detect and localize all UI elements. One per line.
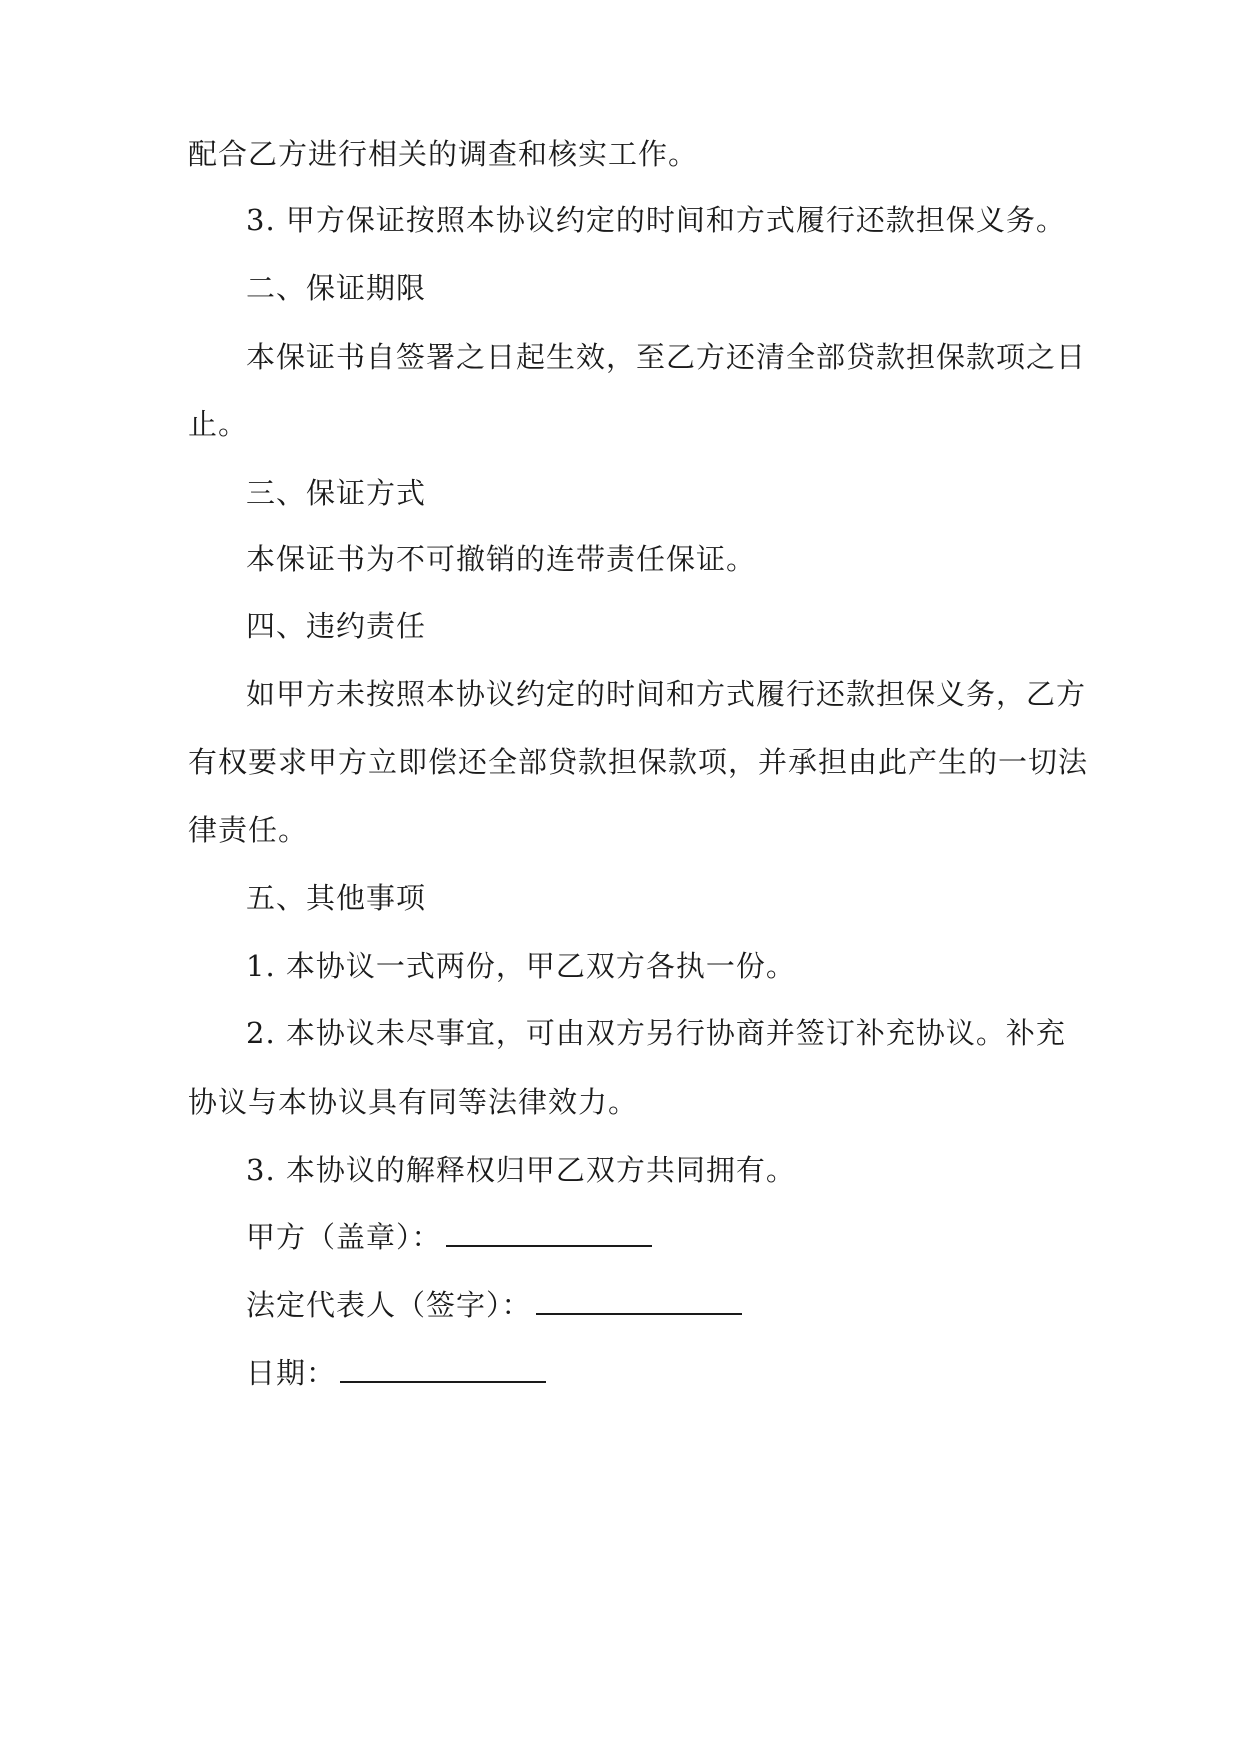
paragraph-text: 配合乙方进行相关的调查和核实工作。: [188, 137, 699, 171]
clause-item: 1. 本协议一式两份，甲乙双方各执一份。: [246, 949, 796, 983]
party-a-seal-row: [246, 1217, 652, 1257]
section-heading: 三、保证方式: [246, 476, 427, 510]
paragraph-text: 有权要求甲方立即偿还全部贷款担保款项，并承担由此产生的一切法: [188, 745, 1089, 779]
legal-rep-signature-label: 法定代表人（签字）：: [246, 1288, 532, 1322]
section-heading: 五、其他事项: [246, 881, 427, 915]
paragraph-text: 协议与本协议具有同等法律效力。: [188, 1085, 639, 1119]
paragraph-text: 如甲方未按照本协议约定的时间和方式履行还款担保义务，乙方: [246, 677, 1087, 711]
date-blank[interactable]: [340, 1353, 546, 1383]
clause-item: 2. 本协议未尽事宜，可由双方另行协商并签订补充协议。补充: [246, 1016, 1066, 1050]
legal-rep-signature-row: [246, 1285, 742, 1325]
party-a-seal-label: 甲方（盖章）：: [246, 1220, 442, 1254]
paragraph-text: 律责任。: [188, 813, 309, 847]
party-a-seal-blank[interactable]: [446, 1217, 652, 1247]
section-heading: 二、保证期限: [246, 271, 427, 305]
section-heading: 四、违约责任: [246, 609, 427, 643]
paragraph-text: 止。: [188, 407, 249, 441]
clause-item: 3. 甲方保证按照本协议约定的时间和方式履行还款担保义务。: [246, 203, 1066, 237]
date-row: [246, 1353, 546, 1393]
legal-rep-signature-blank[interactable]: [536, 1285, 742, 1315]
paragraph-text: 本保证书自签署之日起生效，至乙方还清全部贷款担保款项之日: [246, 340, 1087, 374]
date-label: 日期：: [246, 1356, 337, 1390]
clause-item: 3. 本协议的解释权归甲乙双方共同拥有。: [246, 1153, 796, 1187]
paragraph-text: 本保证书为不可撤销的连带责任保证。: [246, 542, 757, 576]
